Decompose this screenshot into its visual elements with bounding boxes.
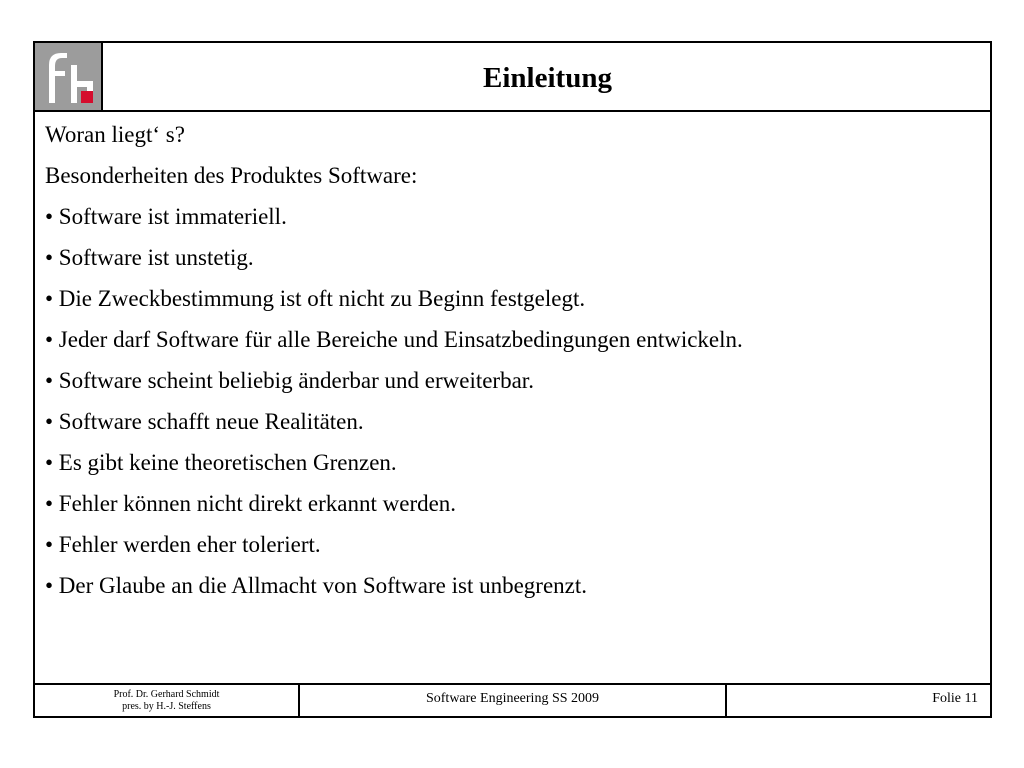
bullet-item: • Software ist immateriell.: [45, 204, 287, 229]
bullet-item: • Software ist unstetig.: [45, 245, 254, 270]
bullet-item: • Fehler werden eher toleriert.: [45, 532, 321, 557]
bullet-item: • Die Zweckbestimmung ist oft nicht zu Beginn festgelegt.: [45, 286, 586, 311]
bullet-item: • Software scheint beliebig änderbar und erweiterbar.: [45, 368, 534, 393]
slide-footer: [35, 683, 990, 716]
slide-header: [35, 43, 990, 112]
question-line: Woran liegt‘ s?: [45, 122, 185, 147]
slide-title: Einleitung: [483, 62, 612, 94]
slide-frame: [33, 41, 992, 718]
footer-course: Software Engineering SS 2009: [300, 685, 727, 716]
bullet-item: • Der Glaube an die Allmacht von Software ist unbegrenzt.: [45, 573, 588, 598]
fh-logo-icon: [35, 43, 101, 110]
bullet-item: • Jeder darf Software für alle Bereiche und Einsatzbedingungen entwickeln.: [45, 327, 743, 352]
bullet-item: • Es gibt keine theoretischen Grenzen.: [45, 450, 397, 475]
footer-author: [35, 685, 300, 716]
intro-line: Besonderheiten des Produktes Software:: [45, 163, 418, 188]
author-name: Prof. Dr. Gerhard Schmidt: [113, 689, 220, 700]
presenter-name: pres. by H.-J. Steffens: [122, 701, 211, 712]
slide-body: [45, 122, 975, 614]
footer-slide-number: Folie 11: [932, 691, 978, 706]
bullet-item: • Software schafft neue Realitäten.: [45, 409, 364, 434]
bullet-item: • Fehler können nicht direkt erkannt werden.: [45, 491, 457, 516]
logo-cell: [35, 43, 103, 110]
